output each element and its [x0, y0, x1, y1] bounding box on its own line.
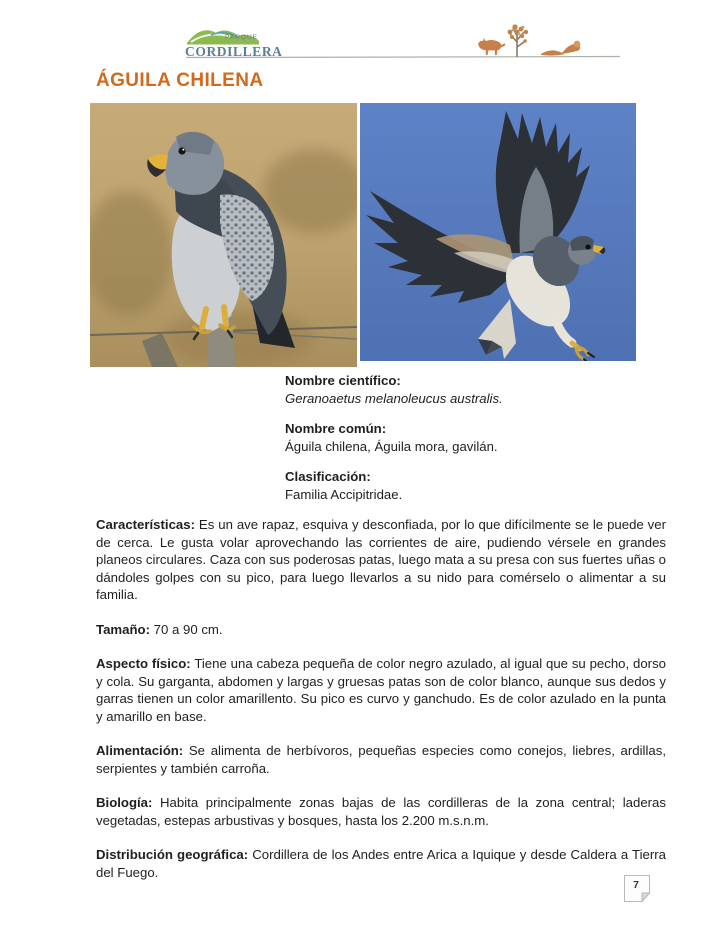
- section-aspecto-fisico-label: Aspecto físico:: [96, 656, 191, 671]
- section-tamano-label: Tamaño:: [96, 621, 150, 637]
- photo-strip: [90, 103, 636, 367]
- taxonomy-block: [285, 372, 666, 503]
- scientific-name-label: Nombre científico:: [285, 373, 401, 388]
- section-aspecto-fisico: [96, 655, 666, 725]
- section-distribucion-text: Cordillera de los Andes entre Arica a Iquique y desde Caldera a Tierra del Fuego.: [96, 847, 666, 880]
- logo-park-text: PARQUE: [225, 34, 258, 41]
- scientific-name-group: [285, 372, 666, 407]
- common-name-group: [285, 420, 666, 455]
- classification-label: Clasificación:: [285, 469, 371, 484]
- flying-eagle-photo: [360, 103, 636, 361]
- logo-name-text: CORDILLERA: [185, 44, 283, 59]
- section-distribucion-label: Distribución geográfica:: [96, 847, 249, 862]
- section-caracteristicas-text: Es un ave rapaz, esquiva y desconfiada, por lo que difícilmente se le puede ver de cerca. Le gusta volar aprovechando las corrientes de aire, pudiendo vérsele en grandes planeos circulares. Caza con sus poderosas patas, luego mata a su presa con sus fuertes uñas o dándoles golpes con su pico, para luego llevarlos a su nido para comérselo o alimentar a su familia.: [96, 517, 666, 602]
- common-name-label: Nombre común:: [285, 421, 387, 436]
- section-biologia-text: Habita principalmente zonas bajas de las cordilleras de la zona central; laderas vegetadas, estepas arbustivas y bosques, hasta los 2.200 m.s.n.m.: [96, 795, 666, 828]
- tree-icon: [508, 24, 529, 57]
- section-caracteristicas-label: Características:: [96, 517, 195, 532]
- cordillera-logo: [183, 22, 299, 67]
- scientific-name-value: Geranoaetus melanoleucus australis.: [285, 390, 503, 406]
- text-content: [96, 372, 666, 898]
- section-tamano: [96, 621, 666, 639]
- common-name-value: Águila chilena, Águila mora, gavilán.: [285, 438, 498, 454]
- page-title: ÁGUILA CHILENA: [96, 70, 264, 91]
- perched-eagle-photo: [90, 103, 357, 367]
- section-alimentacion-text: Se alimenta de herbívoros, pequeñas especies como conejos, liebres, ardillas, serpientes y también carroña.: [96, 743, 666, 776]
- section-biologia: [96, 794, 666, 829]
- section-alimentacion-label: Alimentación:: [96, 743, 184, 758]
- section-biologia-label: Biología:: [96, 795, 153, 810]
- squirrel-icon: [541, 41, 580, 56]
- classification-group: [285, 468, 666, 503]
- section-aspecto-fisico-text: Tiene una cabeza pequeña de color negro azulado, al igual que su pecho, dorso y cola. Su garganta, abdomen y largas y gruesas patas son de color blanco, aunque sus dedos y garras tienen un color amarillento. Su pico es curvo y ganchudo. Es de color azulado en la punta y amarillo en base.: [96, 656, 666, 724]
- cordillera-logo-drawing: [183, 22, 299, 62]
- section-distribucion: [96, 846, 666, 881]
- page-number: 7: [633, 879, 639, 891]
- section-caracteristicas: [96, 516, 666, 604]
- section-alimentacion: [96, 742, 666, 777]
- classification-value: Familia Accipitridae.: [285, 486, 403, 502]
- page-number-badge: [623, 874, 657, 908]
- fox-icon: [478, 38, 505, 55]
- section-tamano-text: 70 a 90 cm.: [153, 621, 223, 637]
- description-sections: [96, 516, 666, 881]
